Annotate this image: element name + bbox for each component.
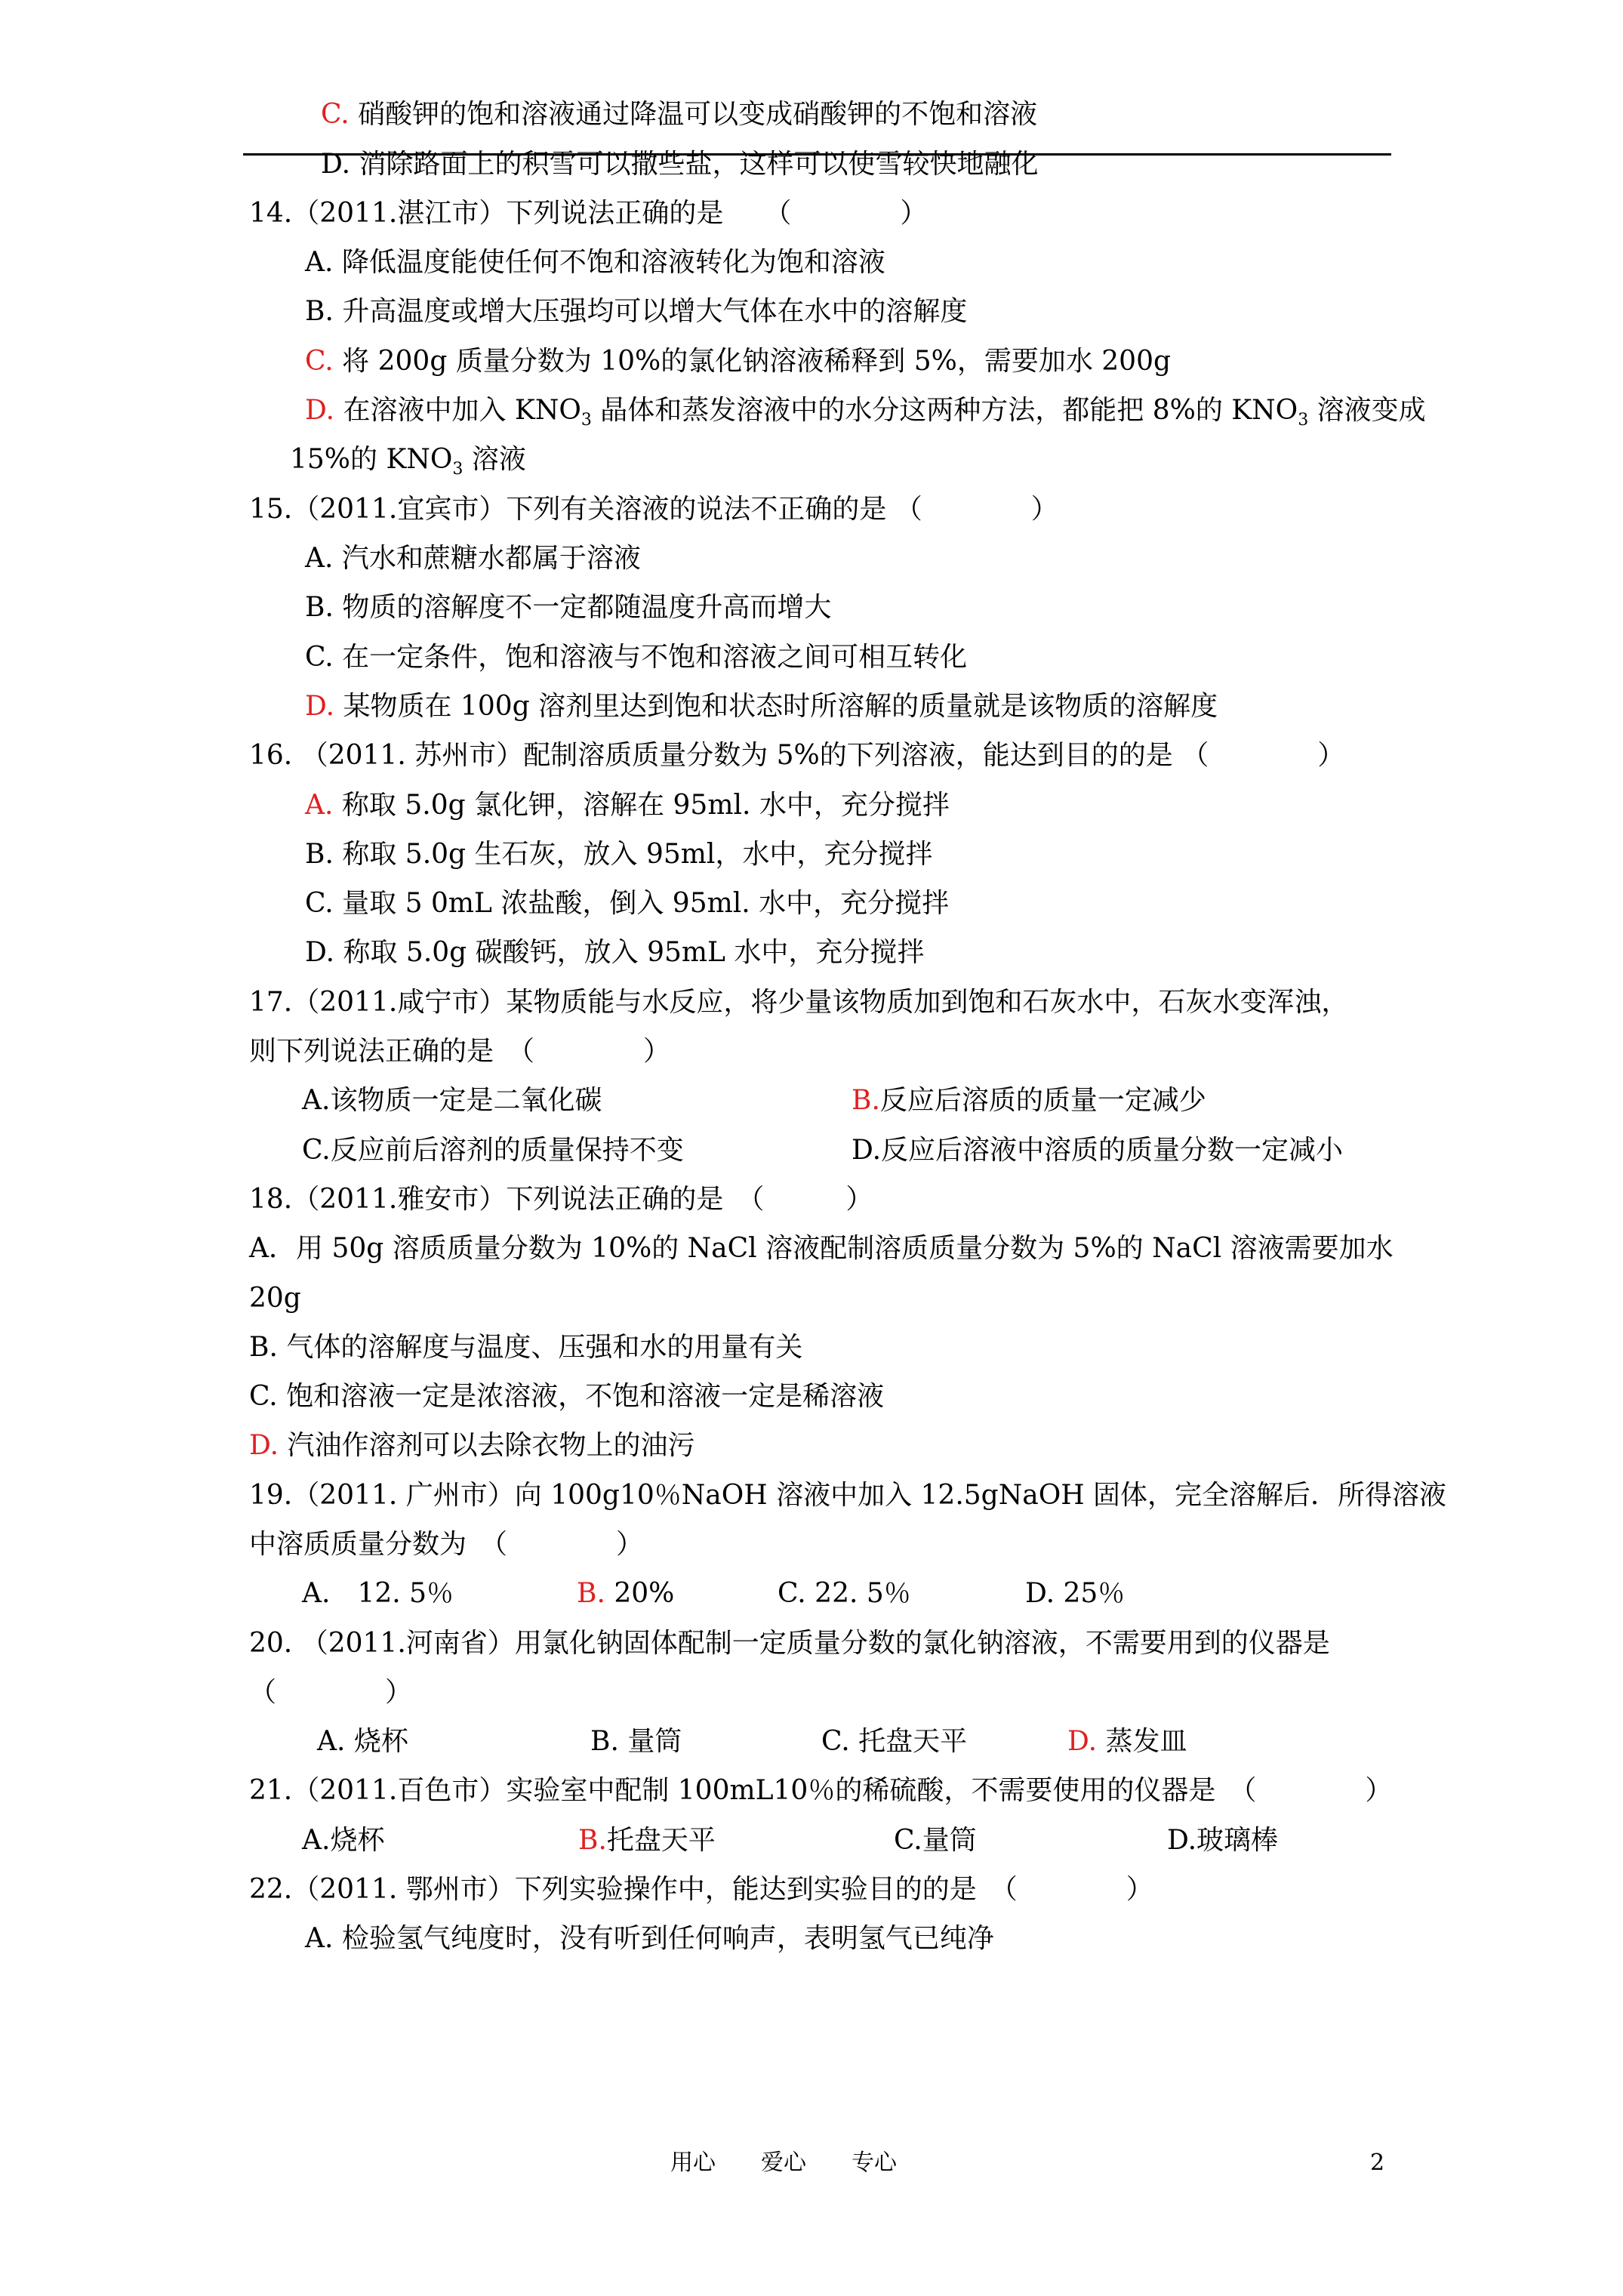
option-marker: B. xyxy=(249,1332,278,1363)
text-line xyxy=(249,1329,802,1367)
line-text: 托盘天平 xyxy=(849,1726,968,1757)
option-marker: A. xyxy=(302,1085,331,1116)
option-marker: D. xyxy=(249,1430,279,1461)
line-text: 14.（2011.湛江市）下列说法正确的是 （ ） xyxy=(249,198,928,229)
option-marker: A. xyxy=(305,790,334,821)
line-text: 22. 5％ xyxy=(805,1578,911,1609)
line-text: 21.（2011.百色市）实验室中配制 100mL10％的稀硫酸，不需要使用的仪器是 （ ） xyxy=(249,1775,1393,1806)
line-text: 在一定条件，饱和溶液与不饱和溶液之间可相互转化 xyxy=(333,642,968,673)
line-text: 量筒 xyxy=(618,1726,682,1757)
option-marker: B. xyxy=(590,1726,619,1757)
line-text: 反应前后溶剂的质量保持不变 xyxy=(330,1135,684,1166)
text-line xyxy=(321,96,1037,134)
line-text: 溶液变成 xyxy=(1308,395,1426,426)
text-line xyxy=(302,1822,384,1860)
text-line xyxy=(305,688,1218,726)
text-line xyxy=(305,934,924,972)
line-text: 反应后溶质的质量一定减少 xyxy=(879,1085,1206,1116)
text-line xyxy=(317,1723,408,1761)
text-line xyxy=(249,1625,1330,1663)
text-line xyxy=(305,392,1426,430)
text-line xyxy=(821,1723,967,1761)
text-line xyxy=(249,1871,1153,1909)
line-text: 气体的溶解度与温度、压强和水的用量有关 xyxy=(277,1332,803,1363)
text-line xyxy=(249,1772,1392,1810)
line-text: 25％ xyxy=(1055,1578,1126,1609)
text-line xyxy=(249,1427,694,1465)
text-line xyxy=(249,984,1348,1022)
text-line xyxy=(290,441,526,479)
line-text: 称取 5.0g 氯化钾，溶解在 95ml. 水中，充分搅拌 xyxy=(333,790,950,821)
text-line xyxy=(852,1132,1343,1170)
line-text: 蒸发皿 xyxy=(1097,1726,1187,1757)
text-line xyxy=(305,1920,994,1958)
text-line xyxy=(305,343,1171,381)
text-line xyxy=(249,195,927,233)
option-marker: A. xyxy=(305,543,334,574)
text-line xyxy=(249,1378,884,1416)
option-marker: C. xyxy=(894,1825,922,1856)
subscript: 3 xyxy=(1298,411,1309,430)
line-text: A．用 50g 溶质质量分数为 10%的 NaCl 溶液配制溶质质量分数为 5%的 NaCl 溶液需要加水 xyxy=(249,1233,1394,1264)
option-marker: C. xyxy=(778,1578,806,1609)
text-line xyxy=(302,1575,454,1613)
text-line xyxy=(590,1723,682,1761)
text-line xyxy=(321,146,1038,183)
text-line xyxy=(249,1477,1446,1515)
option-marker: C. xyxy=(321,99,350,130)
line-text: 硝酸钾的饱和溶液通过降温可以变成硝酸钾的不饱和溶液 xyxy=(349,99,1038,130)
line-text: 15%的 KNO xyxy=(290,444,453,475)
line-text: 量筒 xyxy=(922,1825,977,1856)
line-text: 17.（2011.咸宁市）某物质能与水反应，将少量该物质加到饱和石灰水中，石灰水变浑浊， xyxy=(249,987,1349,1018)
line-text: 则下列说法正确的是 （ ） xyxy=(249,1036,671,1067)
line-text: 玻璃棒 xyxy=(1196,1825,1279,1856)
option-marker: C. xyxy=(249,1381,278,1412)
text-line xyxy=(1025,1575,1125,1613)
option-marker: B. xyxy=(305,592,334,623)
text-line xyxy=(305,885,949,923)
line-text: 升高温度或增大压强均可以增大气体在水中的溶解度 xyxy=(333,296,968,327)
text-line xyxy=(249,1280,301,1318)
line-text: 22.（2011. 鄂州市）下列实验操作中，能达到实验目的的是 （ ） xyxy=(249,1874,1153,1905)
line-text: 18.（2011.雅安市）下列说法正确的是 （ ） xyxy=(249,1184,873,1215)
line-text: 19.（2011. 广州市）向 100g10％NaOH 溶液中加入 12.5gNaOH 固体，完全溶解后．所得溶液 xyxy=(249,1480,1447,1511)
text-line xyxy=(305,293,967,331)
line-text: 20% xyxy=(605,1578,675,1609)
page-number: 2 xyxy=(1370,2150,1385,2176)
line-text: 汽油作溶剂可以去除衣物上的油污 xyxy=(279,1430,695,1461)
line-text: 15.（2011.宜宾市）下列有关溶液的说法不正确的是 （ ） xyxy=(249,494,1058,525)
line-text: 在溶液中加入 KNO xyxy=(334,395,581,426)
footer-center: 用心 爱心 专心 xyxy=(670,2150,897,2176)
option-marker: C. xyxy=(305,346,334,377)
text-line xyxy=(852,1082,1206,1120)
text-line xyxy=(249,491,1058,529)
text-line xyxy=(894,1822,977,1860)
line-text: 20g xyxy=(249,1283,301,1314)
text-line xyxy=(302,1082,602,1120)
text-line xyxy=(305,639,967,676)
subscript: 3 xyxy=(452,460,463,479)
option-marker: D. xyxy=(305,937,335,968)
option-marker: C. xyxy=(302,1135,331,1166)
option-marker: D. xyxy=(321,149,351,180)
option-marker: C. xyxy=(305,642,334,673)
subscript: 3 xyxy=(581,411,592,430)
text-line xyxy=(305,540,641,578)
text-line xyxy=(249,737,1344,775)
text-line xyxy=(302,1132,684,1170)
line-text: 某物质在 100g 溶剂里达到饱和状态时所溶解的质量就是该物质的溶解度 xyxy=(334,691,1218,722)
option-marker: B. xyxy=(305,296,334,327)
text-line xyxy=(778,1575,911,1613)
line-text: 消除路面上的积雪可以撒些盐，这样可以使雪较快地融化 xyxy=(350,149,1039,180)
text-line xyxy=(249,1230,1394,1268)
option-marker: D. xyxy=(1067,1726,1098,1757)
text-line xyxy=(305,589,831,627)
line-text: 降低温度能使任何不饱和溶液转化为饱和溶液 xyxy=(333,247,885,278)
line-text: 物质的溶解度不一定都随温度升高而增大 xyxy=(333,592,832,623)
line-text: 托盘天平 xyxy=(606,1825,716,1856)
line-text: 烧杯 xyxy=(345,1726,408,1757)
text-line xyxy=(578,1822,716,1860)
option-marker: C. xyxy=(305,888,334,919)
option-marker: A. xyxy=(305,247,334,278)
option-marker: C. xyxy=(821,1726,850,1757)
line-text: 检验氢气纯度时，没有听到任何响声，表明氢气已纯净 xyxy=(333,1923,994,1954)
line-text: 称取 5.0g 生石灰，放入 95ml，水中，充分搅拌 xyxy=(333,839,933,870)
option-marker: D. xyxy=(1025,1578,1055,1609)
line-text: 汽水和蔗糖水都属于溶液 xyxy=(333,543,641,574)
line-text: 晶体和蒸发溶液中的水分这两种方法，都能把 8%的 KNO xyxy=(591,395,1298,426)
option-marker: A. xyxy=(302,1578,331,1609)
line-text: 烧杯 xyxy=(330,1825,385,1856)
option-marker: A. xyxy=(302,1825,331,1856)
line-text: 将 200g 质量分数为 10%的氯化钠溶液稀释到 5%，需要加水 200g xyxy=(333,346,1172,377)
option-marker: D. xyxy=(852,1135,882,1166)
line-text: （ ） xyxy=(249,1677,413,1708)
option-marker: B. xyxy=(578,1825,607,1856)
option-marker: D. xyxy=(1167,1825,1197,1856)
line-text: 饱和溶液一定是浓溶液，不饱和溶液一定是稀溶液 xyxy=(277,1381,885,1412)
line-text: 20. （2011.河南省）用氯化钠固体配制一定质量分数的氯化钠溶液，不需要用到的仪器是 xyxy=(249,1628,1330,1659)
option-marker: D. xyxy=(305,691,335,722)
option-marker: B. xyxy=(577,1578,605,1609)
line-text: 反应后溶液中溶质的质量分数一定减小 xyxy=(881,1135,1344,1166)
option-marker: B. xyxy=(305,839,334,870)
option-marker: D. xyxy=(305,395,335,426)
line-text: 12. 5％ xyxy=(330,1578,454,1609)
option-marker: A. xyxy=(305,1923,334,1954)
text-line xyxy=(577,1575,674,1613)
line-text: 称取 5.0g 碳酸钙，放入 95mL 水中，充分搅拌 xyxy=(334,937,925,968)
text-line xyxy=(305,787,950,824)
option-marker: A. xyxy=(317,1726,346,1757)
line-text: 溶液 xyxy=(463,444,526,475)
text-line xyxy=(1067,1723,1187,1761)
text-line xyxy=(249,1674,412,1712)
line-text: 中溶质质量分数为 （ ） xyxy=(249,1529,644,1560)
text-line xyxy=(249,1526,643,1564)
option-marker: B. xyxy=(852,1085,880,1116)
text-line xyxy=(1167,1822,1278,1860)
line-text: 该物质一定是二氧化碳 xyxy=(330,1085,602,1116)
line-text: 16. （2011. 苏州市）配制溶质质量分数为 5%的下列溶液，能达到目的的是 （ ） xyxy=(249,740,1345,771)
text-line xyxy=(305,836,932,874)
line-text: 量取 5 0mL 浓盐酸，倒入 95ml. 水中，充分搅拌 xyxy=(333,888,950,919)
text-line xyxy=(305,244,885,282)
text-line xyxy=(249,1181,873,1219)
text-line xyxy=(249,1033,670,1071)
